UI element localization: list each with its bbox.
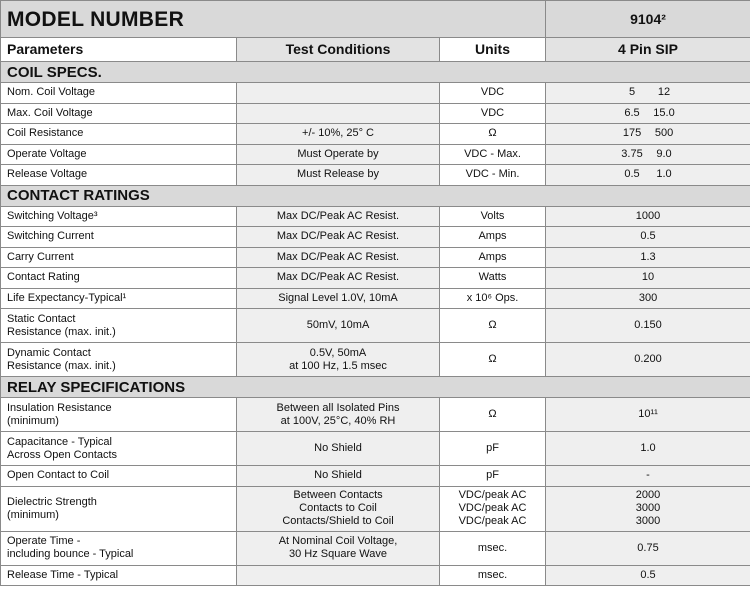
param-cell: Carry Current bbox=[1, 247, 237, 268]
param-cell bbox=[1, 531, 237, 565]
unit-cell: Watts bbox=[440, 268, 546, 289]
value-5v: 0.5 bbox=[624, 168, 640, 181]
section-relay-specifications bbox=[1, 377, 750, 398]
model-number-label: MODEL NUMBER bbox=[1, 1, 546, 38]
unit-cell: msec. bbox=[440, 565, 546, 586]
test-cell: Signal Level 1.0V, 10mA bbox=[237, 288, 440, 309]
unit-cell: Ω bbox=[440, 398, 546, 432]
unit-cell: VDC bbox=[440, 83, 546, 104]
param-line-2: (minimum) bbox=[7, 414, 59, 427]
param-cell bbox=[1, 309, 237, 343]
param-line-1: Static Contact bbox=[7, 312, 76, 325]
param-cell bbox=[1, 432, 237, 466]
param-line-1: Capacitance - Typical bbox=[7, 435, 112, 448]
value-12v: 15.0 bbox=[653, 106, 675, 119]
test-cell bbox=[237, 486, 440, 531]
header-4-pin-sip: 4 Pin SIP bbox=[546, 38, 750, 62]
param-cell: Contact Rating bbox=[1, 268, 237, 289]
value-12v: 1.0 bbox=[656, 168, 672, 181]
param-cell bbox=[1, 486, 237, 531]
unit-line-3: VDC/peak AC bbox=[458, 515, 527, 527]
value-cell: 10 bbox=[546, 268, 750, 289]
table-row bbox=[1, 268, 750, 289]
model-number-row bbox=[1, 1, 750, 38]
unit-cell: VDC - Min. bbox=[440, 165, 546, 186]
table-row bbox=[1, 343, 750, 377]
value-cell: 10¹¹ bbox=[546, 398, 750, 432]
value-line-1: 2000 bbox=[635, 489, 661, 501]
test-cell: No Shield bbox=[237, 432, 440, 466]
param-cell: Nom. Coil Voltage bbox=[1, 83, 237, 104]
param-cell: Open Contact to Coil bbox=[1, 466, 237, 487]
test-line-2: 30 Hz Square Wave bbox=[288, 548, 388, 560]
table-row bbox=[1, 565, 750, 586]
test-cell: Max DC/Peak AC Resist. bbox=[237, 227, 440, 248]
value-5v: 6.5 bbox=[624, 106, 640, 119]
test-cell: Max DC/Peak AC Resist. bbox=[237, 206, 440, 227]
value-cell bbox=[546, 486, 750, 531]
table-row bbox=[1, 83, 750, 104]
unit-cell: Ω bbox=[440, 343, 546, 377]
param-line-2: Across Open Contacts bbox=[7, 448, 118, 461]
table-row bbox=[1, 206, 750, 227]
test-cell: Max DC/Peak AC Resist. bbox=[237, 247, 440, 268]
unit-cell: Ω bbox=[440, 309, 546, 343]
test-line-3: Contacts/Shield to Coil bbox=[282, 515, 394, 527]
test-cell: +/- 10%, 25° C bbox=[237, 124, 440, 145]
param-cell: Max. Coil Voltage bbox=[1, 103, 237, 124]
table-row bbox=[1, 103, 750, 124]
param-cell: Coil Resistance bbox=[1, 124, 237, 145]
section-title: RELAY SPECIFICATIONS bbox=[1, 377, 750, 398]
param-line-1: Dynamic Contact bbox=[7, 346, 91, 359]
value-cell bbox=[546, 124, 750, 145]
param-cell: Switching Current bbox=[1, 227, 237, 248]
unit-line-2: VDC/peak AC bbox=[458, 502, 527, 514]
param-line-2: including bounce - Typical bbox=[7, 548, 134, 560]
test-cell bbox=[237, 103, 440, 124]
value-cell: 0.75 bbox=[546, 531, 750, 565]
test-line-1: Between Contacts bbox=[293, 489, 383, 501]
table-row bbox=[1, 288, 750, 309]
table-row bbox=[1, 144, 750, 165]
unit-cell: pF bbox=[440, 432, 546, 466]
table-row bbox=[1, 247, 750, 268]
header-parameters: Parameters bbox=[1, 38, 237, 62]
value-cell bbox=[546, 165, 750, 186]
value-12v: 9.0 bbox=[656, 147, 672, 160]
value-cell: 1.3 bbox=[546, 247, 750, 268]
table-row bbox=[1, 398, 750, 432]
model-number-value: 9104² bbox=[546, 1, 750, 38]
param-cell: Operate Voltage bbox=[1, 144, 237, 165]
test-cell: 50mV, 10mA bbox=[237, 309, 440, 343]
table-row bbox=[1, 309, 750, 343]
unit-cell: Amps bbox=[440, 227, 546, 248]
param-cell bbox=[1, 398, 237, 432]
param-cell bbox=[1, 343, 237, 377]
value-cell bbox=[546, 144, 750, 165]
unit-cell: VDC - Max. bbox=[440, 144, 546, 165]
test-cell: No Shield bbox=[237, 466, 440, 487]
unit-line-1: VDC/peak AC bbox=[458, 489, 527, 501]
value-12v: 500 bbox=[654, 127, 674, 140]
param-cell: Life Expectancy-Typical¹ bbox=[1, 288, 237, 309]
test-line-2: at 100V, 25°C, 40% RH bbox=[280, 414, 396, 427]
table-row bbox=[1, 432, 750, 466]
table-row bbox=[1, 124, 750, 145]
test-cell: Must Release by bbox=[237, 165, 440, 186]
test-cell bbox=[237, 565, 440, 586]
test-line-2: Contacts to Coil bbox=[299, 502, 377, 514]
test-line-1: At Nominal Coil Voltage, bbox=[278, 535, 398, 547]
test-line-1: 0.5V, 50mA bbox=[309, 346, 367, 359]
value-12v: 12 bbox=[657, 86, 671, 99]
test-cell bbox=[237, 343, 440, 377]
test-line-1: Between all Isolated Pins bbox=[276, 401, 400, 414]
table-row bbox=[1, 531, 750, 565]
unit-cell bbox=[440, 486, 546, 531]
param-line-2: Resistance (max. init.) bbox=[7, 359, 116, 372]
value-cell: 300 bbox=[546, 288, 750, 309]
value-cell: 0.200 bbox=[546, 343, 750, 377]
table-row bbox=[1, 227, 750, 248]
param-cell: Switching Voltage³ bbox=[1, 206, 237, 227]
section-contact-ratings bbox=[1, 185, 750, 206]
section-title: COIL SPECS. bbox=[1, 62, 750, 83]
header-units: Units bbox=[440, 38, 546, 62]
param-line-2: (minimum) bbox=[7, 508, 59, 521]
unit-cell: Volts bbox=[440, 206, 546, 227]
value-5v: 3.75 bbox=[621, 147, 643, 160]
column-header-row bbox=[1, 38, 750, 62]
value-cell: 1000 bbox=[546, 206, 750, 227]
section-coil-specs bbox=[1, 62, 750, 83]
table-row bbox=[1, 466, 750, 487]
value-cell: 0.150 bbox=[546, 309, 750, 343]
test-cell bbox=[237, 398, 440, 432]
param-cell: Release Time - Typical bbox=[1, 565, 237, 586]
value-line-3: 3000 bbox=[635, 515, 661, 527]
param-line-2: Resistance (max. init.) bbox=[7, 325, 116, 338]
param-cell: Release Voltage bbox=[1, 165, 237, 186]
unit-cell: x 10⁶ Ops. bbox=[440, 288, 546, 309]
param-line-1: Operate Time - bbox=[7, 535, 81, 547]
unit-cell: Ω bbox=[440, 124, 546, 145]
header-test-conditions: Test Conditions bbox=[237, 38, 440, 62]
value-cell: 0.5 bbox=[546, 227, 750, 248]
value-line-2: 3000 bbox=[635, 502, 661, 514]
table-row bbox=[1, 165, 750, 186]
param-line-1: Insulation Resistance bbox=[7, 401, 112, 414]
value-cell bbox=[546, 83, 750, 104]
value-cell: - bbox=[546, 466, 750, 487]
value-cell bbox=[546, 103, 750, 124]
value-5v: 175 bbox=[622, 127, 642, 140]
section-title: CONTACT RATINGS bbox=[1, 185, 750, 206]
test-cell: Max DC/Peak AC Resist. bbox=[237, 268, 440, 289]
unit-cell: pF bbox=[440, 466, 546, 487]
unit-cell: Amps bbox=[440, 247, 546, 268]
value-5v: 5 bbox=[628, 86, 636, 99]
param-line-1: Dielectric Strength bbox=[7, 495, 97, 508]
test-line-2: at 100 Hz, 1.5 msec bbox=[289, 359, 387, 372]
value-cell: 0.5 bbox=[546, 565, 750, 586]
test-cell bbox=[237, 83, 440, 104]
value-cell: 1.0 bbox=[546, 432, 750, 466]
test-cell bbox=[237, 531, 440, 565]
unit-cell: VDC bbox=[440, 103, 546, 124]
unit-cell: msec. bbox=[440, 531, 546, 565]
test-cell: Must Operate by bbox=[237, 144, 440, 165]
table-row bbox=[1, 486, 750, 531]
